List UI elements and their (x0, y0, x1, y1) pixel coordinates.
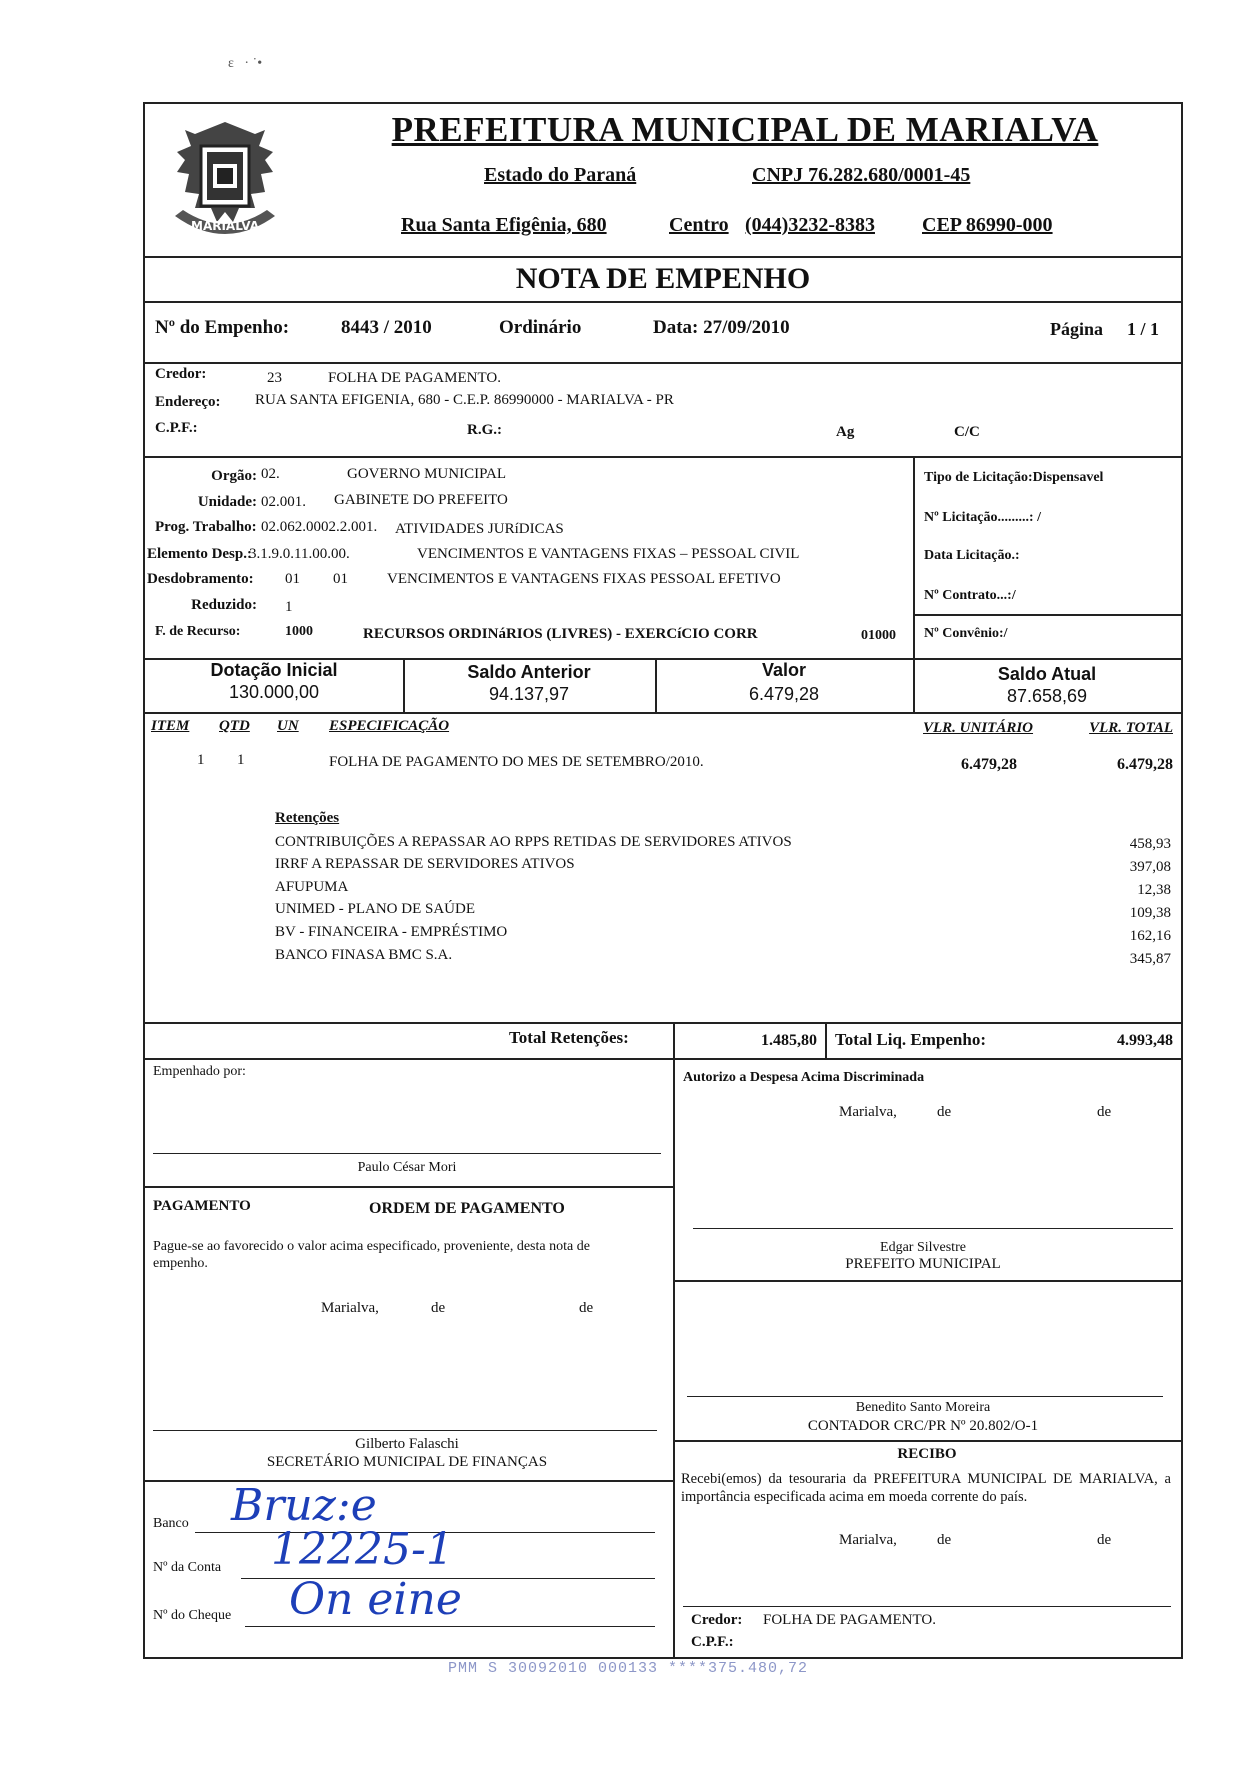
retencao-desc: AFUPUMA (275, 879, 349, 895)
item-unit-value: 6.479,28 (961, 756, 1017, 773)
col-un: UN (277, 718, 299, 734)
document-title: NOTA DE EMPENHO (515, 262, 811, 295)
conta-handwriting: 12225-1 (271, 1524, 454, 1575)
address-label: Endereço: (155, 394, 221, 410)
cpf-label: C.P.F.: (155, 420, 198, 436)
retencao-desc: IRRF A REPASSAR DE SERVIDORES ATIVOS (275, 856, 575, 872)
prefeito-nome: Edgar Silvestre (880, 1240, 966, 1255)
pague-se-text: Pague-se ao favorecido o valor acima especificado, proveniente, desta nota de empenho. (153, 1239, 590, 1271)
col-item: ITEM (151, 718, 190, 734)
reduzido-label: Reduzido: (191, 597, 257, 613)
ordem-pagamento-title: ORDEM DE PAGAMENTO (369, 1200, 565, 1217)
pagamento-label: PAGAMENTO (153, 1198, 251, 1214)
crest-text: MARIALVA (191, 219, 259, 233)
empenho-label: Nº do Empenho: (155, 317, 290, 338)
credor-label: Credor: (155, 366, 207, 382)
col-especificacao: ESPECIFICAÇÃO (329, 718, 450, 734)
desdobramento-code-1: 01 (285, 571, 300, 587)
total-retencoes-label: Total Retenções: (509, 1028, 629, 1047)
retencao-value: 162,16 (1129, 928, 1171, 944)
dotacao-label: Dotação Inicial (210, 660, 338, 680)
retencao-value: 397,08 (1129, 859, 1171, 875)
item-description: FOLHA DE PAGAMENTO DO MES DE SETEMBRO/2010. (329, 754, 704, 770)
empenhado-por-label: Empenhado por: (153, 1064, 246, 1079)
convenio-numero: Nº Convênio:/ (924, 626, 1008, 641)
col-vlr-unitario: VLR. UNITÁRIO (923, 720, 1034, 736)
recibo-title: RECIBO (897, 1446, 957, 1462)
retencao-desc: BANCO FINASA BMC S.A. (275, 947, 453, 963)
contador-cargo: CONTADOR CRC/PR Nº 20.802/O-1 (807, 1418, 1039, 1434)
elemento-code: 3.1.9.0.11.00.00. (249, 546, 350, 562)
ordem-cidade: Marialva, (321, 1300, 379, 1316)
licitacao-tipo: Tipo de Licitação:Dispensavel (924, 470, 1104, 485)
dotacao-value: 130.000,00 (228, 682, 320, 702)
retencao-desc: BV - FINANCEIRA - EMPRÉSTIMO (275, 924, 508, 940)
banco-handwriting: Bruz:e (231, 1480, 377, 1531)
recibo-de-2: de (1097, 1532, 1112, 1548)
cc-label: C/C (954, 424, 980, 440)
retencao-value: 458,93 (1129, 836, 1171, 852)
credor-name: FOLHA DE PAGAMENTO. (328, 370, 501, 386)
cheque-handwriting: On eine (289, 1574, 462, 1625)
valor-value: 6.479,28 (748, 684, 820, 704)
empenhado-por-nome: Paulo César Mori (357, 1160, 457, 1175)
credor-address: RUA SANTA EFIGENIA, 680 - C.E.P. 86990000 - MARIALVA - PR (255, 392, 674, 408)
banco-label: Banco (153, 1516, 189, 1531)
cheque-label: Nº do Cheque (153, 1608, 232, 1623)
contrato-numero: Nº Contrato...:/ (924, 588, 1016, 603)
recurso-code-2: 01000 (861, 628, 896, 643)
recurso-name: RECURSOS ORDINáRIOS (LIVRES) - EXERCíCIO CORR (363, 626, 758, 642)
elemento-name: VENCIMENTOS E VANTAGENS FIXAS – PESSOAL CIVIL (417, 546, 800, 562)
recibo-text: Recebi(emos) da tesouraria da PREFEITURA MUNICIPAL DE MARIALVA, a importância especificada acima em moeda corrente do país. (681, 1471, 1171, 1505)
item-qtd: 1 (237, 752, 245, 768)
recibo-cpf-label: C.P.F.: (691, 1634, 734, 1650)
municipal-crest-logo (155, 112, 295, 252)
saldo-anterior-label: Saldo Anterior (467, 662, 591, 682)
page-number: 1 / 1 (1127, 319, 1160, 339)
col-vlr-total: VLR. TOTAL (1089, 720, 1173, 736)
recibo-de-1: de (937, 1532, 952, 1548)
recurso-code: 1000 (285, 624, 313, 639)
cnpj: CNPJ 76.282.680/0001-45 (752, 164, 971, 186)
retencao-desc: CONTRIBUIÇÕES A REPASSAR AO RPPS RETIDAS DE SERVIDORES ATIVOS (275, 834, 792, 850)
cep: CEP 86990-000 (922, 214, 1053, 236)
unidade-name: GABINETE DO PREFEITO (334, 492, 508, 508)
ordem-de-1: de (431, 1300, 446, 1316)
state-name: Estado do Paraná (484, 164, 637, 186)
retencao-value: 109,38 (1129, 905, 1171, 921)
autorizo-de-2: de (1097, 1104, 1112, 1120)
page-label: Página (1050, 319, 1104, 339)
authentication-stamp: PMM S 30092010 000133 ****375.480,72 (448, 1660, 809, 1677)
unidade-code: 02.001. (261, 494, 306, 510)
ordem-de-2: de (579, 1300, 594, 1316)
recibo-cidade: Marialva, (839, 1532, 897, 1548)
credor-code: 23 (267, 370, 282, 386)
licitacao-numero: Nº Licitação.........: / (924, 510, 1041, 525)
conta-label: Nº da Conta (153, 1560, 222, 1575)
elemento-label: Elemento Desp.: (147, 546, 252, 562)
total-liquido-label: Total Liq. Empenho: (835, 1030, 986, 1049)
prog-code: 02.062.0002.2.001. (261, 519, 378, 535)
licitacao-data: Data Licitação.: (924, 548, 1020, 563)
street-address: Rua Santa Efigênia, 680 (401, 214, 607, 236)
municipality-title: PREFEITURA MUNICIPAL DE MARIALVA (391, 110, 1099, 149)
saldo-atual-label: Saldo Atual (997, 664, 1097, 684)
secretario-nome: Gilberto Falaschi (355, 1436, 459, 1452)
recibo-credor: FOLHA DE PAGAMENTO. (763, 1612, 936, 1628)
prefeito-cargo: PREFEITO MUNICIPAL (845, 1256, 1001, 1272)
autorizo-de-1: de (937, 1104, 952, 1120)
col-qtd: QTD (219, 718, 250, 734)
district: Centro (669, 214, 729, 236)
retencoes-title: Retenções (275, 810, 340, 826)
contador-nome: Benedito Santo Moreira (855, 1400, 991, 1415)
saldo-atual-value: 87.658,69 (1006, 686, 1088, 706)
reduzido-value: 1 (285, 599, 293, 615)
item-total-value: 6.479,28 (1117, 756, 1173, 773)
rg-label: R.G.: (467, 422, 502, 438)
unidade-label: Unidade: (197, 494, 257, 510)
prog-name: ATIVIDADES JURíDICAS (395, 521, 564, 537)
autorizo-label: Autorizo a Despesa Acima Discriminada (683, 1070, 925, 1085)
nota-empenho-form (143, 102, 1183, 1659)
prog-label: Prog. Trabalho: (155, 519, 257, 535)
valor-label: Valor (761, 660, 807, 680)
recibo-credor-label: Credor: (691, 1612, 743, 1628)
secretario-cargo: SECRETÁRIO MUNICIPAL DE FINANÇAS (266, 1454, 548, 1470)
phone: (044)3232-8383 (745, 214, 875, 236)
orgao-code: 02. (261, 466, 280, 482)
orgao-name: GOVERNO MUNICIPAL (347, 466, 507, 482)
retencao-desc: UNIMED - PLANO DE SAÚDE (275, 901, 475, 917)
total-liquido-value: 4.993,48 (1117, 1032, 1173, 1049)
scan-mark: ɛ · ˙• (228, 56, 263, 71)
desdobramento-code-2: 01 (333, 571, 348, 587)
autorizo-cidade: Marialva, (839, 1104, 897, 1120)
recurso-label: F. de Recurso: (155, 624, 241, 639)
empenho-type: Ordinário (499, 317, 582, 338)
empenho-number: 8443 / 2010 (341, 317, 432, 338)
desdobramento-label: Desdobramento: (147, 571, 254, 587)
retencao-value: 12,38 (1137, 882, 1171, 898)
orgao-label: Orgão: (211, 468, 257, 484)
total-retencoes-value: 1.485,80 (761, 1032, 817, 1049)
empenho-date: Data: 27/09/2010 (653, 317, 790, 338)
desdobramento-name: VENCIMENTOS E VANTAGENS FIXAS PESSOAL EFETIVO (387, 571, 781, 587)
ag-label: Ag (836, 424, 855, 440)
saldo-anterior-value: 94.137,97 (488, 684, 570, 704)
retencao-value: 345,87 (1129, 951, 1171, 967)
item-number: 1 (197, 752, 205, 768)
